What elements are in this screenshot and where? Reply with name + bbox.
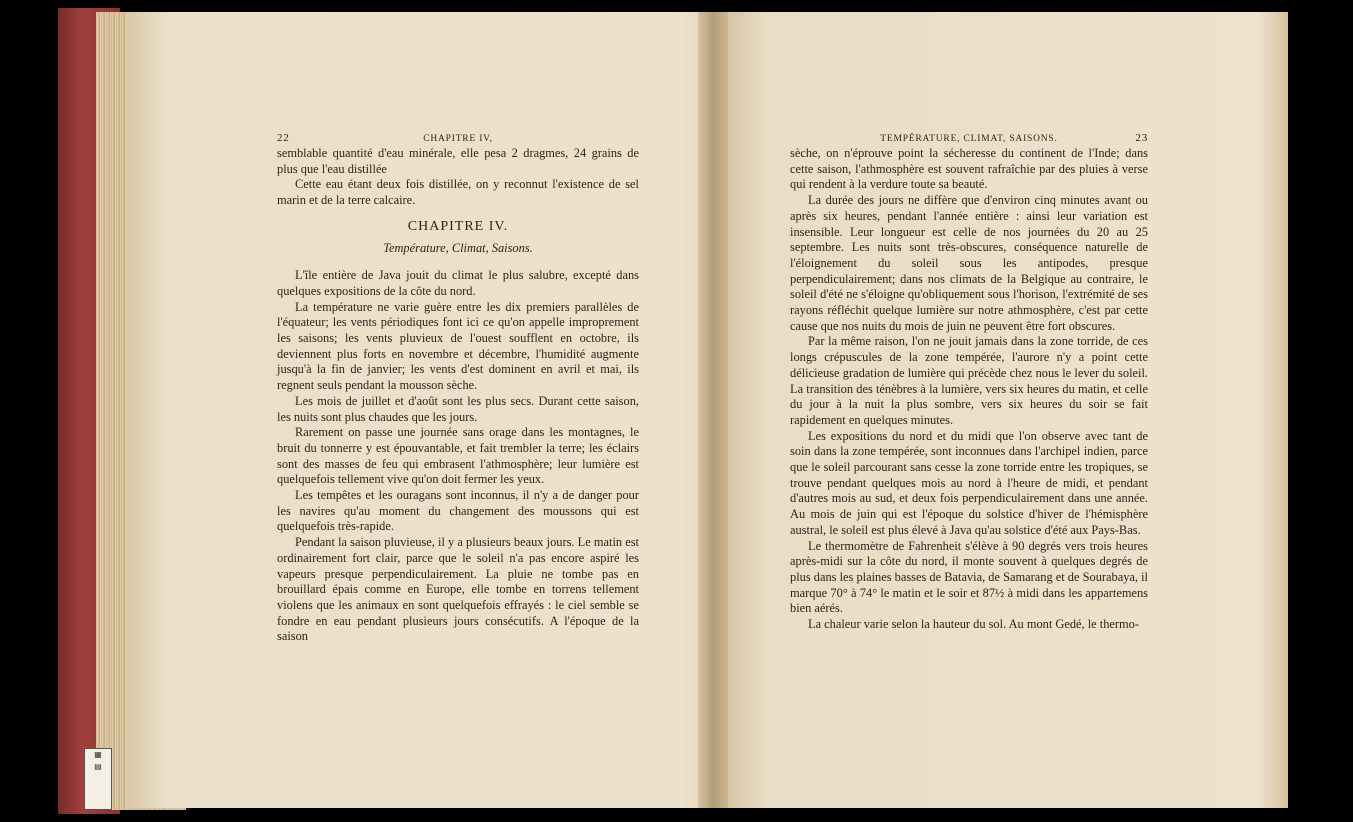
paragraph: Rarement on passe une journée sans orage dans les montagnes, le bruit du tonnerre y est épouvantable, et fait trembler la terre; les éclairs sont des masses de feu qui embrasent l'athmosphère; leur lumière est quelquefois tellement vive qu'on doit fermer les yeux. [277,425,639,487]
paragraph: La température ne varie guère entre les dix premiers parallèles de l'équateur; les vents périodiques font ici ce qu'on appelle improprement les saisons; les vents pluvieux de l'ouest soufflent en octobre, ils deviennent plus forts en novembre et décembre, l'humidité augmente jusqu'à la fin de janvier; les vents d'est dominent en avril et mai, ils regnent seuls pendant la mousson sèche. [277,299,639,393]
paragraph: Cette eau étant deux fois distillée, on y reconnut l'existence de sel marin et de la terre calcaire. [277,177,639,208]
paragraph: Le thermomètre de Fahrenheit s'élève à 90 degrés vers trois heures après-midi sur la côte du nord, il monte souvent à quelques degrés de plus dans les plaines basses de Batavia, de Samarang et de Sourabaya, il marque 70° à 74° le matin et le soir et 87½ à midi dans les appartemens bien aérés. [790,538,1148,616]
paragraph: semblable quantité d'eau minérale, elle pesa 2 dragmes, 24 grains de plus que l'eau distillée [277,146,639,176]
page-number: 23 [1135,132,1148,144]
library-label: ▦ ▤ [84,748,112,810]
right-running-head [790,131,1148,146]
running-title: TEMPÉRATURE, CLIMAT, SAISONS. [880,134,1058,144]
left-page-text [277,131,639,645]
chapter-subtitle: Température, Climat, Saisons. [383,240,533,255]
paragraph: sèche, on n'éprouve point la sécheresse du continent de l'Inde; dans cette saison, l'athmosphère est souvent rafraîchie par des pluies à verse qui rendent à la verdure toute sa beauté. [790,146,1148,192]
paragraph: La durée des jours ne diffère que d'environ cinq minutes avant ou après six heures, pendant l'année entière : ainsi leur variation est insensible. Leur longueur est celle de nos journées du 20 au 25 septembre. Les nuits sont très-obscures, conséquence naturelle de l'éloignement du soleil sous les antipodes, presque perpendiculairement; dans nos climats de la Belgique au contraire, le soleil d'été ne s'éloigne qu'obliquement sous l'horison, l'extrémité de ses rayons réfléchit quelque lumière sur notre athmosphère, c'est par cette cause que nos nuits du mois de juin ne peuvent être fort obscures. [790,193,1148,333]
right-page-text [790,131,1148,633]
left-running-head [277,131,639,146]
chapter-heading: CHAPITRE IV. [407,218,509,234]
running-title: CHAPITRE IV, [423,134,493,144]
page-number: 22 [277,132,290,144]
paragraph: Par la même raison, l'on ne jouit jamais dans la zone torride, de ces longs crépuscules de la zone tempérée, l'aurore n'y a point cette délicieuse gradation de lumière qui précède chez nous le lever du soleil. La transition des ténèbres à la lumière, vers six heures du matin, et celle du jour à la nuit la plus sombre, vers six heures du soir se fait rapidement en quelques minutes. [790,334,1148,427]
paragraph: Les tempêtes et les ouragans sont inconnus, il n'y a de danger pour les navires qu'au moment du changement des moussons qui est quelquefois très-rapide. [277,488,639,534]
paragraph: Les expositions du nord et du midi que l'on observe avec tant de soin dans la zone tempérée, sont inconnues dans l'archipel indien, parce que le soleil parcourant sans cesse la zone torride entre les tropiques, se trouve pendant quelques mois au nord à l'heure de midi, et pendant d'autres mois au sud, et deux fois perpendiculairement dans une année. Au mois de juin qui est l'époque du solstice d'hiver de l'hémisphère austral, le soleil est plus élevé à Java qu'au solstice d'été aux Pays-Bas. [790,428,1148,537]
paragraph: La chaleur varie selon la hauteur du sol. Au mont Gedé, le thermo- [808,617,1139,632]
book-gutter [698,12,728,808]
paragraph: Les mois de juillet et d'août sont les plus secs. Durant cette saison, les nuits sont plus chaudes que les jours. [277,393,639,424]
paragraph: L'île entière de Java jouit du climat le plus salubre, excepté dans quelques expositions de la côte du nord. [277,268,639,298]
paragraph: Pendant la saison pluvieuse, il y a plusieurs beaux jours. Le matin est ordinairement fort clair, parce que le soleil n'a pas encore aspiré les vapeurs presque perpendiculairement. La pluie ne tombe pas en brouillard épais comme en Europe, elle tombe en torrens tellement violens que les animaux en sont quelquefois effrayés : le ciel semble se fondre en eau pendant plusieurs jours consécutifs. A l'époque de la saison [277,535,639,644]
